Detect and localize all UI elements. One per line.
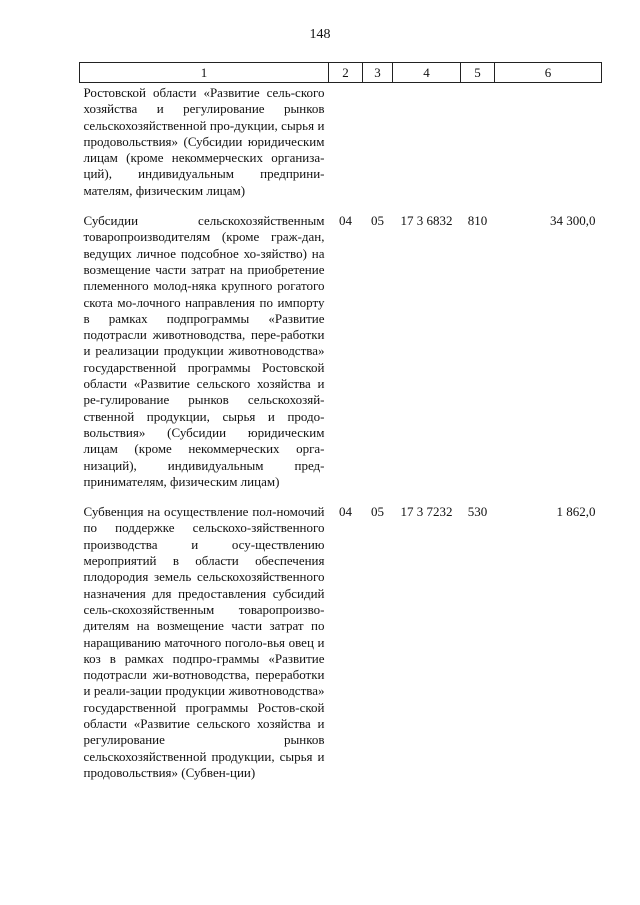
- row-pr: 05: [371, 213, 384, 229]
- row-vr: 810: [467, 213, 488, 229]
- column-header-csr: 4: [393, 63, 461, 83]
- column-header-name: 1: [80, 63, 329, 83]
- table-header-row: [80, 63, 602, 83]
- row-csr: 17 3 6832: [400, 213, 453, 229]
- column-header-vr: 5: [461, 63, 495, 83]
- row-amount: [495, 83, 602, 214]
- table-row: [80, 213, 602, 504]
- row-csr: 17 3 7232: [400, 504, 453, 520]
- column-header-rz: 2: [329, 63, 363, 83]
- row-vr: [461, 83, 495, 214]
- table-row: [80, 83, 602, 214]
- row-name: Субсидии сельскохозяйственным товаропроизводителям (кроме граж-дан, ведущих личное подсобное хо-зяйство) на возмещение части затрат на приобретение племенного молод-няка крупного рогатого скота мо-лочного направления по импорту в рамках подпрограммы «Развитие подотрасли животноводства, пере-работки и реализации продукции животноводства» государственной программы Ростовской области «Развитие сельского хозяйства и ре-гулирование рынков сельскохозяй-ственной продукции, сырья и продо-вольствия» (Субсидии юридическим лицам (кроме некоммерческих орга-низаций), индивидуальным пред-принимателям, физическим лицам): [83, 213, 325, 489]
- row-pr: [363, 83, 393, 214]
- row-rz: 04: [339, 213, 352, 229]
- row-rz: 04: [339, 504, 352, 520]
- budget-table: [79, 62, 602, 795]
- row-name: Ростовской области «Развитие сель-ского хозяйства и регулирование рынков сельскохозяйственной про-дукции, сырья и продовольствия» (Субсидии юридическим лицам (кроме некоммерческих организа-ций), индивидуальным предприни-мателям, физическим лицам): [83, 85, 325, 198]
- row-pr: 05: [371, 504, 384, 520]
- row-rz: [329, 83, 363, 214]
- column-header-pr: 3: [363, 63, 393, 83]
- row-amount: 34 300,0: [550, 213, 596, 229]
- row-csr: [393, 83, 461, 214]
- row-amount: 1 862,0: [556, 504, 596, 520]
- row-name: Субвенция на осуществление пол-номочий по поддержке сельскохо-зяйственного производства и осу-ществлению мероприятий в области обеспечения плодородия земель сельскохозяйственного назначения для предоставления субсидий сель-скохозяйственным товаропроизво-дителям на возмещение части затрат по наращиванию маточного поголо-вья овец и коз в рамках подпро-граммы «Развитие подотрасли жи-вотноводства, переработки и реали-зации продукции животноводства» государственной программы Ростов-ской области «Развитие сельского хозяйства и регулирование рынков сельскохозяйственной продукции, сырья и продовольствия» (Субвен-ции): [83, 504, 325, 780]
- page-number: 148: [309, 27, 331, 42]
- column-header-amount: 6: [495, 63, 602, 83]
- table-row: [80, 504, 602, 795]
- row-vr: 530: [467, 504, 488, 520]
